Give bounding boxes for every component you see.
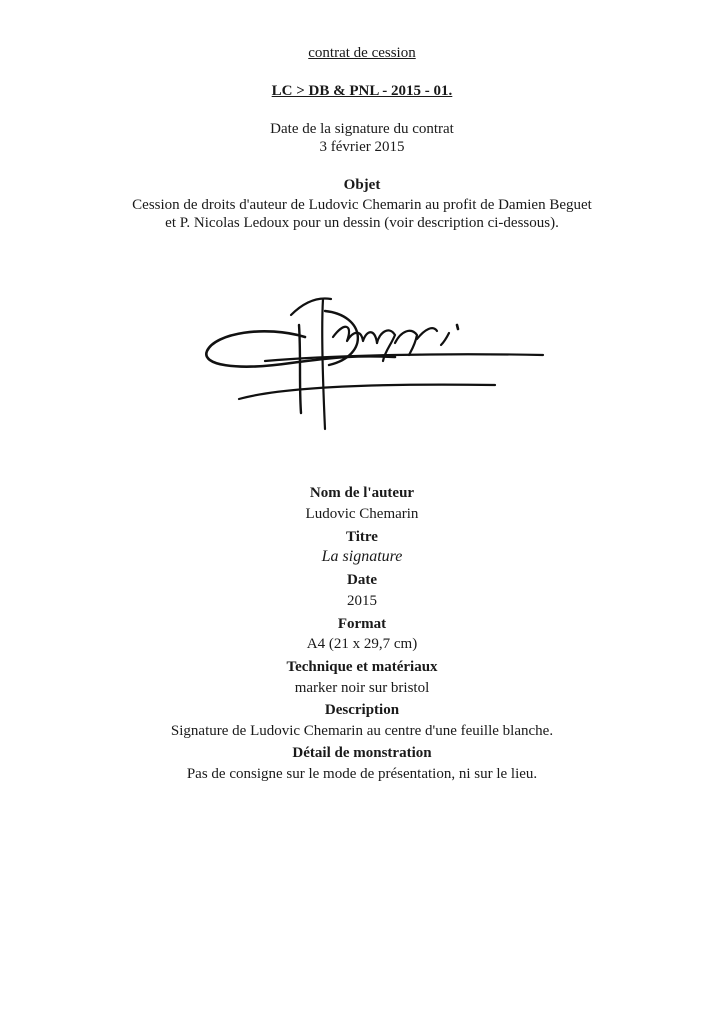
document-type: contrat de cession xyxy=(308,45,416,61)
title-value: La signature xyxy=(321,548,403,565)
date-value: 2015 xyxy=(347,593,377,609)
signature-date-label: Date de la signature du contrat xyxy=(270,121,454,137)
objet-line-2: et P. Nicolas Ledoux pour un dessin (voir description ci-dessous). xyxy=(165,215,559,231)
handwritten-signature-icon xyxy=(195,285,555,435)
format-label: Format xyxy=(337,616,387,632)
format-value: A4 (21 x 29,7 cm) xyxy=(306,636,418,652)
contract-reference: LC > DB & PNL - 2015 - 01. xyxy=(271,83,453,99)
title-label: Titre xyxy=(346,529,378,545)
objet-heading: Objet xyxy=(343,177,381,193)
technique-value: marker noir sur bristol xyxy=(294,680,430,696)
objet-line-1: Cession de droits d'auteur de Ludovic Chemarin au profit de Damien Beguet xyxy=(132,197,592,213)
signature-date-value: 3 février 2015 xyxy=(319,139,405,155)
author-name-label: Nom de l'auteur xyxy=(309,485,415,501)
description-label: Description xyxy=(324,702,400,718)
description-value: Signature de Ludovic Chemarin au centre d'une feuille blanche. xyxy=(170,723,554,739)
date-label: Date xyxy=(347,572,377,588)
author-name-value: Ludovic Chemarin xyxy=(305,506,419,522)
monstration-value: Pas de consigne sur le mode de présentation, ni sur le lieu. xyxy=(186,766,538,782)
technique-label: Technique et matériaux xyxy=(286,659,438,675)
monstration-label: Détail de monstration xyxy=(292,745,432,761)
